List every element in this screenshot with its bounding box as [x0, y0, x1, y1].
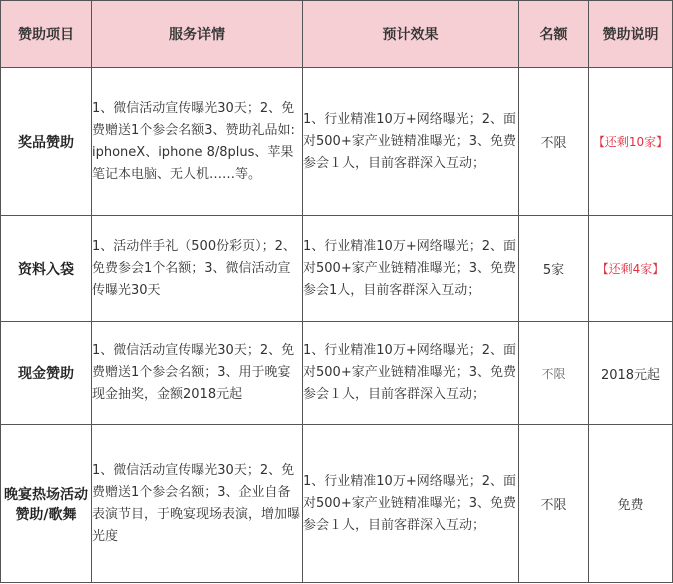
row-expected-effect: 1、行业精准10万+网络曝光；2、面对500+家产业链精准曝光；3、免费参会１人，目前客群深入互动； — [303, 425, 519, 583]
header-service-details: 服务详情 — [92, 1, 303, 68]
row-expected-effect: 1、行业精准10万+网络曝光；2、面对500+家产业链精准曝光；3、免费参会1人，目前客群深入互动； — [303, 216, 519, 322]
row-service-details: 1、活动伴手礼（500份彩页）；2、免费参会1个名额；3、微信活动宣传曝光30天 — [92, 216, 303, 322]
table-row — [1, 425, 673, 583]
table-header-row — [1, 1, 673, 68]
header-expected-effect: 预计效果 — [303, 1, 519, 68]
row-item-name: 现金赞助 — [1, 322, 92, 425]
header-sponsor-item: 赞助项目 — [1, 1, 92, 68]
row-service-details: 1、微信活动宣传曝光30天；2、免费赠送1个参会名额；3、企业自备表演节目，于晚宴现场表演，增加曝光度 — [92, 425, 303, 583]
header-quota: 名额 — [519, 1, 589, 68]
row-quota: 不限 — [519, 425, 589, 583]
row-expected-effect: 1、行业精准10万+网络曝光；2、面对500+家产业链精准曝光；3、免费参会１人，目前客群深入互动； — [303, 68, 519, 216]
header-sponsor-note: 赞助说明 — [589, 1, 673, 68]
row-note — [589, 425, 673, 583]
row-service-details: 1、微信活动宣传曝光30天；2、免费赠送1个参会名额；3、用于晚宴现金抽奖，金额2018元起 — [92, 322, 303, 425]
row-expected-effect: 1、行业精准10万+网络曝光；2、面对500+家产业链精准曝光；3、免费参会１人，目前客群深入互动； — [303, 322, 519, 425]
table-row — [1, 322, 673, 425]
row-service-details: 1、微信活动宣传曝光30天；2、免费赠送1个参会名额3、赞助礼品如: iphoneX、iphone 8/8plus、苹果笔记本电脑、无人机……等。 — [92, 68, 303, 216]
row-item-name: 资料入袋 — [1, 216, 92, 322]
free-note: 免费 — [617, 498, 644, 513]
row-note — [589, 216, 673, 322]
table-row — [1, 68, 673, 216]
row-quota: 5家 — [519, 216, 589, 322]
row-item-name: 晚宴热场活动赞助/歌舞 — [1, 425, 92, 583]
remaining-slots-note: 【还剩10家】 — [592, 135, 669, 149]
row-note — [589, 322, 673, 425]
row-note — [589, 68, 673, 216]
amount-note: 2018元起 — [600, 367, 661, 383]
remaining-slots-note: 【还剩4家】 — [596, 262, 665, 276]
row-quota: 不限 — [519, 322, 589, 425]
row-quota: 不限 — [519, 68, 589, 216]
table-row — [1, 216, 673, 322]
row-item-name: 奖品赞助 — [1, 68, 92, 216]
